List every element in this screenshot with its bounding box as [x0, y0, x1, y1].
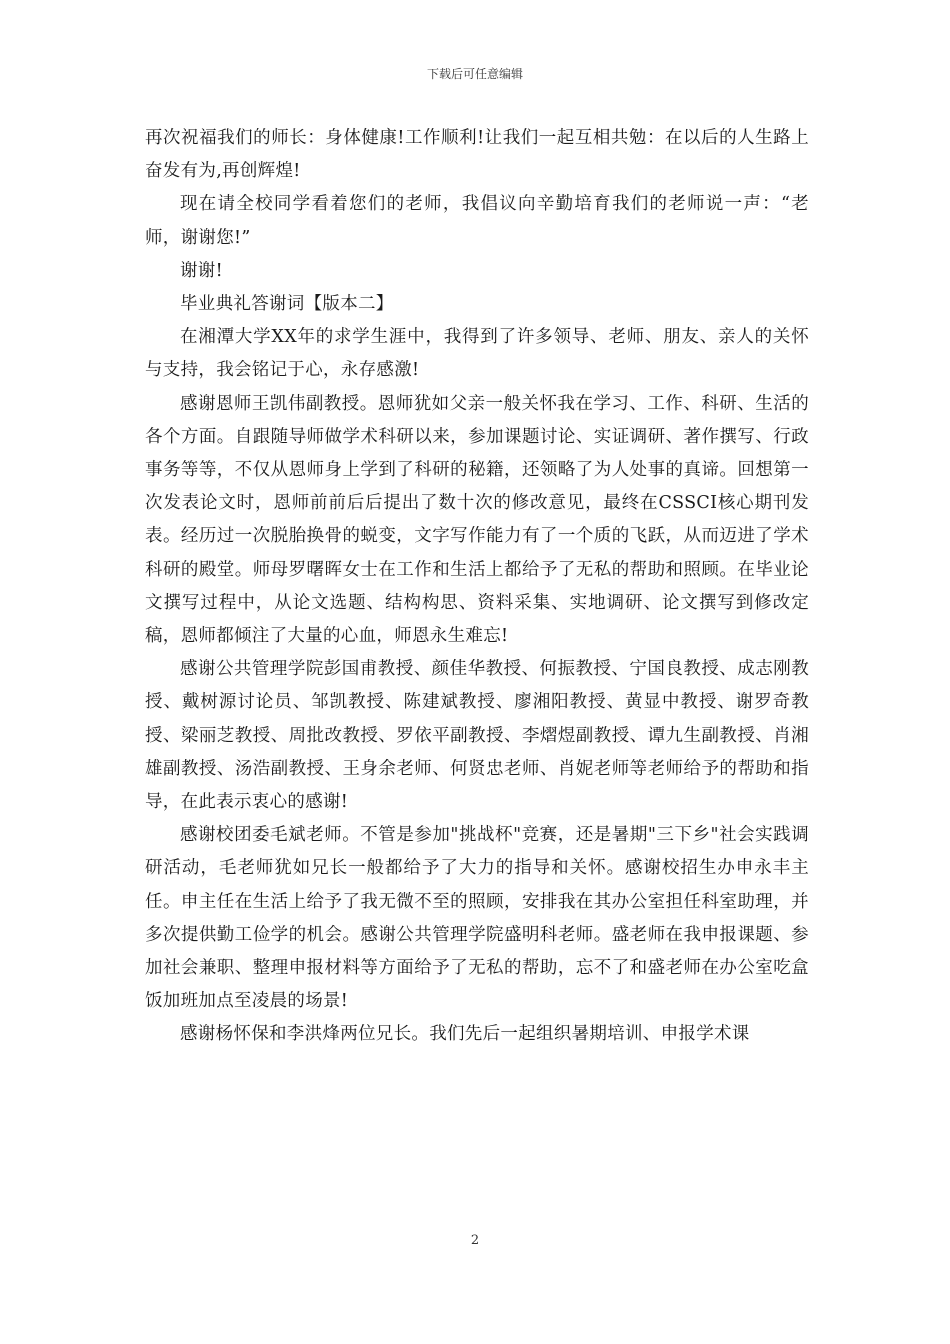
- paragraph-professors: 感谢公共管理学院彭国甫教授、颜佳华教授、何振教授、宁国良教授、成志刚教授、戴树源讨论员、邹凯教授、陈建斌教授、廖湘阳教授、黄显中教授、谢罗奇教授、梁丽芝教授、周批改教授、罗依平副教授、李熠煜副教授、谭九生副教授、肖湘雄副教授、汤浩副教授、王身余老师、何贤忠老师、肖妮老师等老师给予的帮助和指导，在此表示衷心的感谢!: [145, 659, 809, 813]
- paragraph-thanks: 谢谢!: [180, 260, 223, 281]
- paragraph-brothers: 感谢杨怀保和李洪烽两位兄长。我们先后一起组织暑期培训、申报学术课: [180, 1024, 750, 1045]
- paragraph-staff: 感谢校团委毛斌老师。不管是参加"挑战杯"竞赛，还是暑期"三下乡"社会实践调研活动，毛老师犹如兄长一般都给予了大力的指导和关怀。感谢校招生办申永丰主任。申主任在生活上给予了我无微不至的照顾，安排我在其办公室担任科室助理，并多次提供勤工俭学的机会。感谢公共管理学院盛明科老师。盛老师在我申报课题、参加社会兼职、整理申报材料等方面给予了无私的帮助，忘不了和盛老师在办公室吃盒饭加班加点至凌晨的场景!: [145, 825, 809, 1012]
- section-heading: 毕业典礼答谢词【版本二】: [180, 294, 394, 315]
- document-body: [145, 122, 809, 1052]
- page-header: 下载后可任意编辑: [426, 67, 523, 81]
- paragraph-mentor: 感谢恩师王凯伟副教授。恩师犹如父亲一般关怀我在学习、工作、科研、生活的各个方面。自跟随导师做学术科研以来，参加课题讨论、实证调研、著作撰写、行政事务等等，不仅从恩师身上学到了科研的秘籍，还领略了为人处事的真谛。回想第一次发表论文时，恩师前前后后提出了数十次的修改意见，最终在CSSCI核心期刊发表。经历过一次脱胎换骨的蜕变，文字写作能力有了一个质的飞跃，从而迈进了学术科研的殿堂。师母罗曙晖女士在工作和生活上都给予了无私的帮助和照顾。在毕业论文撰写过程中，从论文选题、结构构思、资料采集、实地调研、论文撰写到修改定稿，恩师都倾注了大量的心血，师恩永生难忘!: [145, 393, 809, 647]
- paragraph-intro: 在湘潭大学XX年的求学生涯中，我得到了许多领导、老师、朋友、亲人的关怀与支持，我会铭记于心，永存感激!: [145, 327, 809, 381]
- paragraph-closing-wishes: 再次祝福我们的师长：身体健康!工作顺利!让我们一起互相共勉：在以后的人生路上奋发有为,再创辉煌!: [145, 128, 809, 182]
- paragraph-thank-teachers: 现在请全校同学看着您们的老师，我倡议向辛勤培育我们的老师说一声：“老师，谢谢您!”: [145, 194, 809, 248]
- page-number: 2: [470, 1233, 480, 1248]
